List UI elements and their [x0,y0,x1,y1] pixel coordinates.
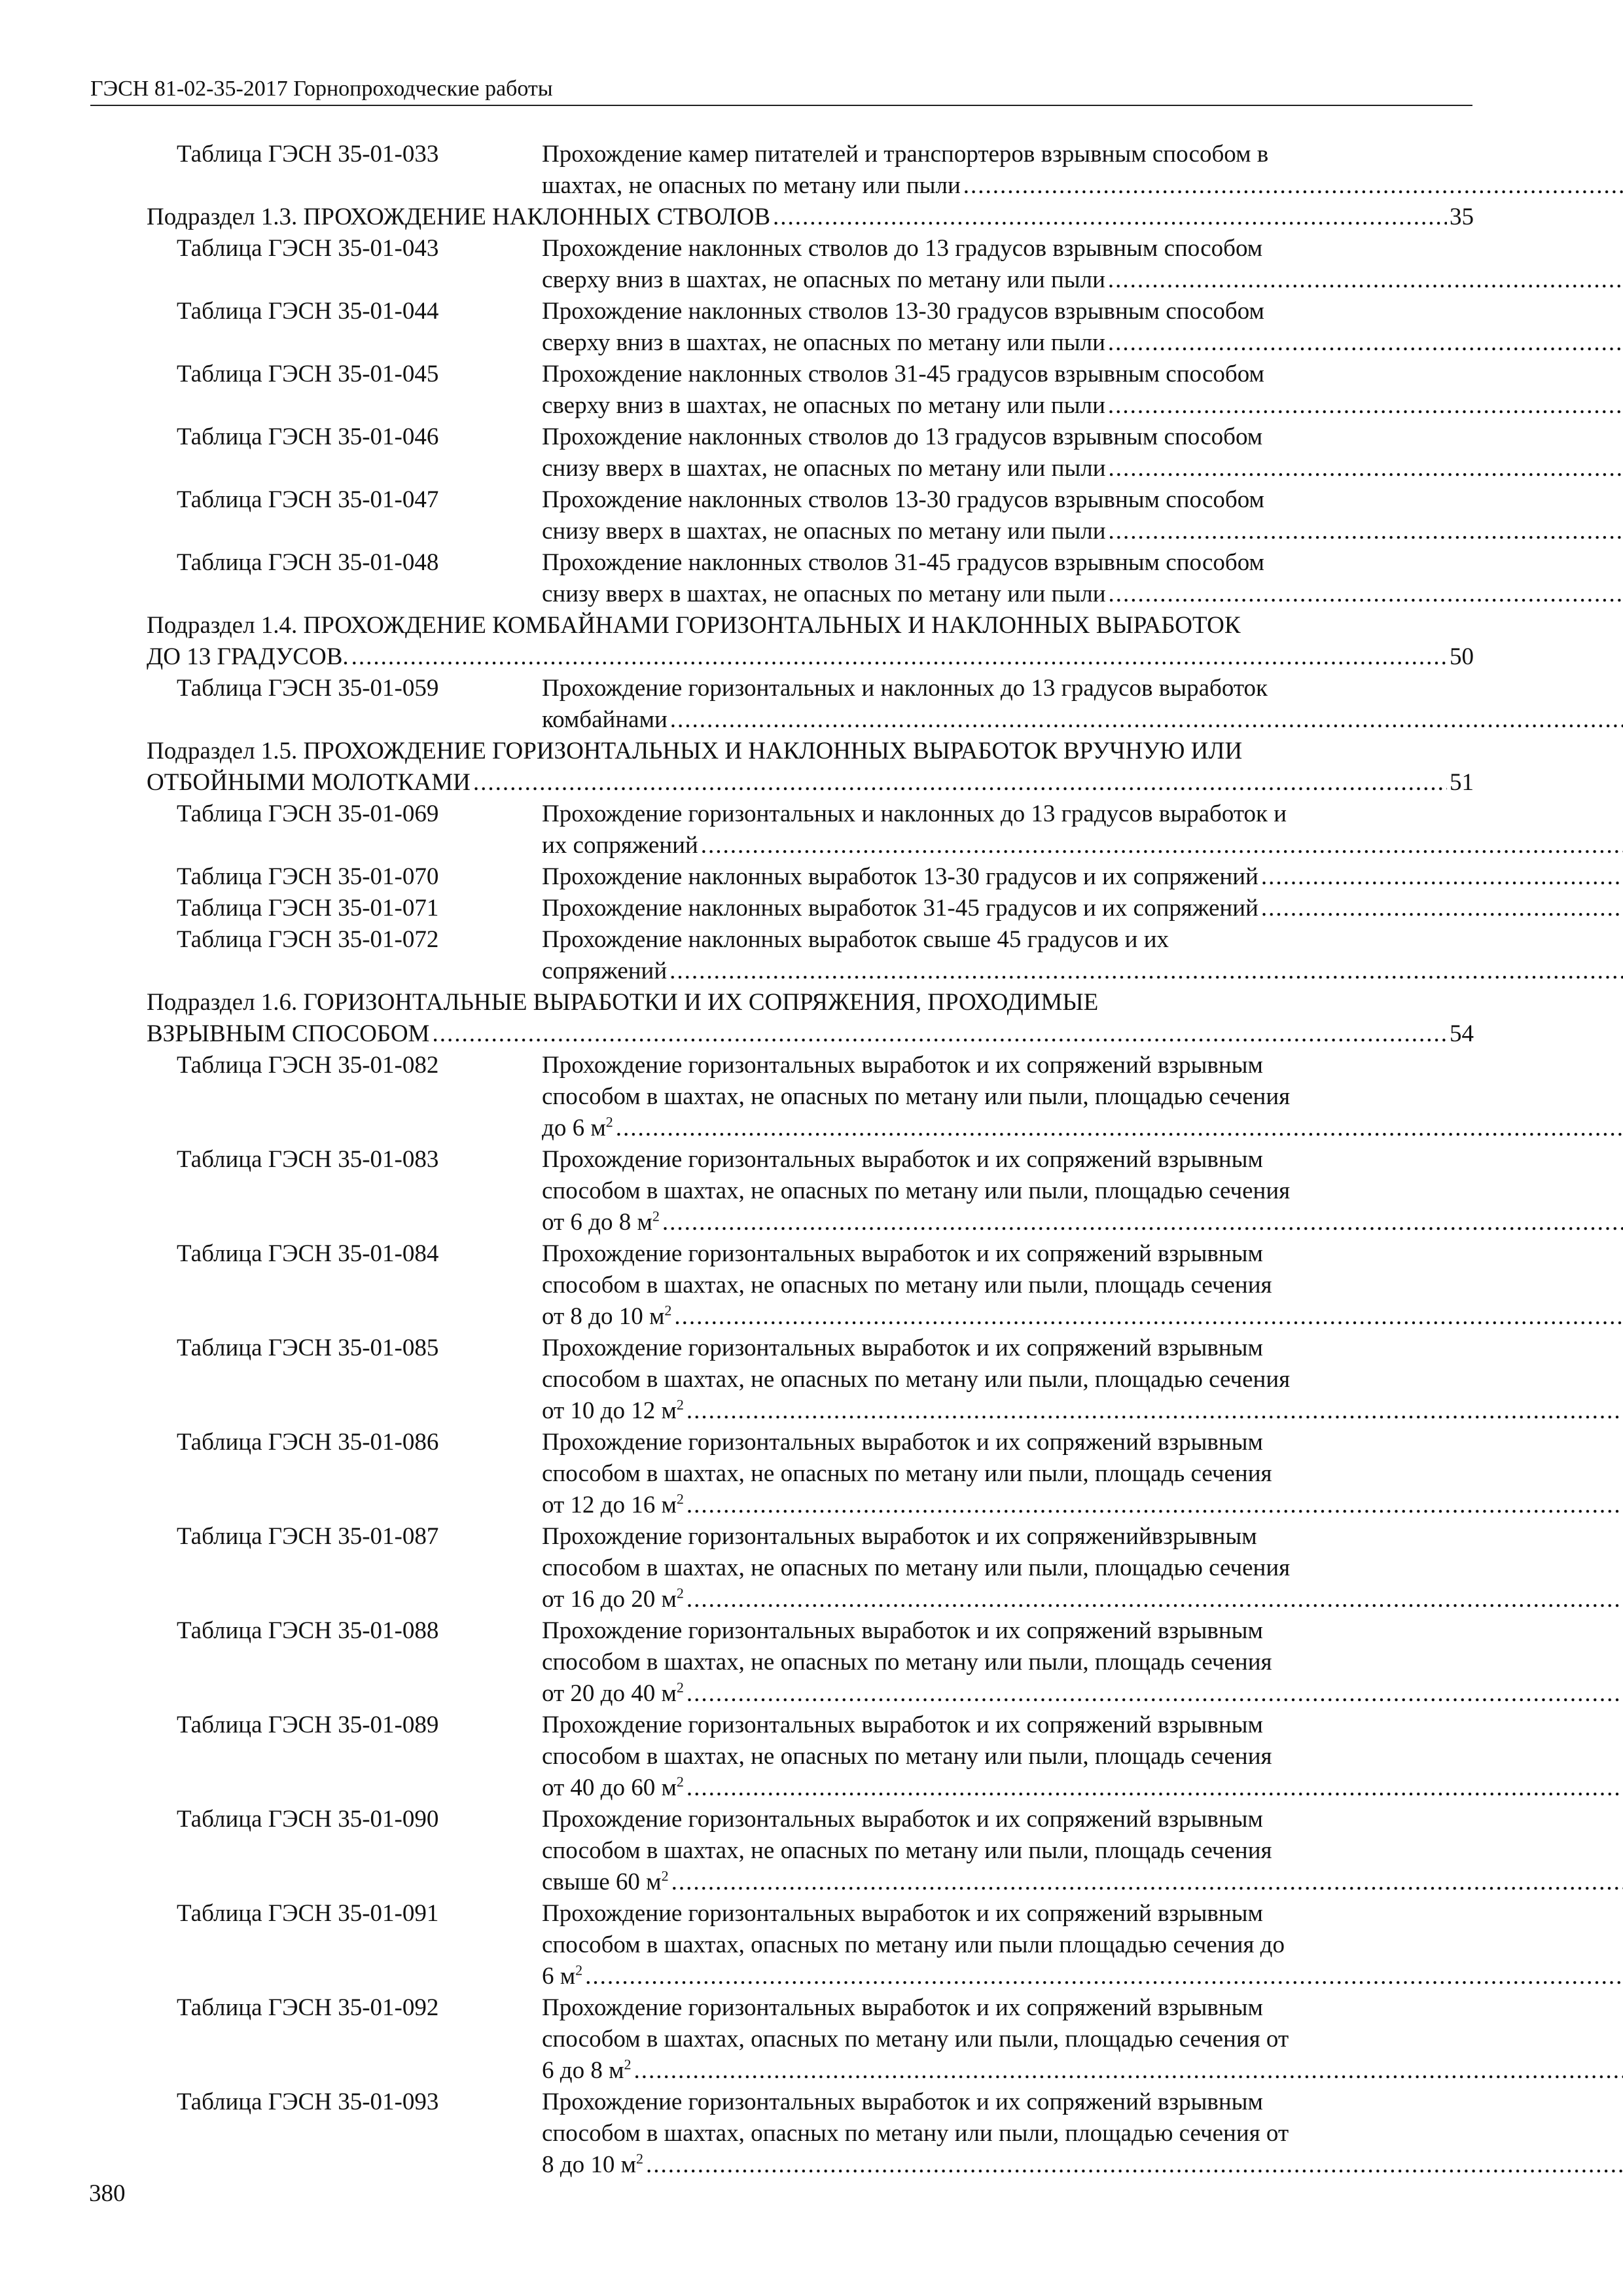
superscript: 2 [605,1113,613,1130]
running-header [90,76,1472,106]
table-description [542,1427,1623,1521]
toc-section [147,610,1474,673]
table-label: Таблица ГЭСН 35-01-047 [177,486,439,513]
table-description [542,422,1623,484]
entry-last-line [542,390,1105,422]
table-label: Таблица ГЭСН 35-01-090 [177,1806,439,1833]
entry-text: 6 м [542,1963,576,1990]
dot-leader [1109,516,1623,547]
entry-last-line [542,1772,684,1804]
table-label: Таблица ГЭСН 35-01-046 [177,423,439,450]
dot-leader [662,1207,1623,1238]
entry-last-line [542,830,698,861]
section-title: Подраздел 1.3. ПРОХОЖДЕНИЕ НАКЛОННЫХ СТВОЛОВ [147,204,771,230]
dot-leader [963,170,1623,202]
table-description [542,1144,1623,1238]
dot-leader [669,956,1623,987]
toc-entry [147,1804,1474,1898]
entry-text: до 6 м [542,1115,606,1141]
dot-leader [616,1113,1623,1144]
entry-page-number: 35 [1450,204,1474,230]
description-line: способом в шахтах, опасных по метану или пыли, площадью сечения от [542,2026,1289,2053]
table-label: Таблица ГЭСН 35-01-059 [177,675,439,702]
entry-last-line [542,1207,660,1238]
entry-last-line [542,861,1258,893]
entry-text: 6 до 8 м [542,2057,624,2084]
superscript: 2 [624,2056,632,2073]
table-description [542,1333,1623,1427]
entry-last-line [542,1490,684,1521]
toc-entry [147,1144,1474,1238]
toc-leader-line [542,1207,1623,1238]
table-label: Таблица ГЭСН 35-01-072 [177,926,439,953]
toc-leader-line [542,1678,1623,1710]
description-line: Прохождение горизонтальных выработок и их сопряжений взрывным [542,2089,1263,2115]
toc-leader-line [542,1395,1623,1427]
superscript: 2 [676,1773,684,1790]
dot-leader [674,1301,1623,1333]
toc-entry [147,359,1474,422]
description-line: Прохождение горизонтальных выработок и их сопряжений взрывным [542,1994,1263,2021]
toc-entry [147,673,1474,736]
entry-page-number: 51 [1450,769,1474,796]
table-label: Таблица ГЭСН 35-01-092 [177,1994,439,2021]
description-line: Прохождение наклонных стволов 13-30 градусов взрывным способом [542,298,1264,325]
entry-text: от 12 до 16 м [542,1492,677,1518]
superscript: 2 [676,1679,684,1696]
dot-leader [585,1961,1623,1992]
entry-last-line [542,704,668,736]
table-description [542,1615,1623,1710]
dot-leader [473,767,1447,798]
table-label: Таблица ГЭСН 35-01-043 [177,235,439,262]
toc-section [147,736,1474,798]
description-line: способом в шахтах, не опасных по метану или пыли, площадь сечения [542,1837,1272,1864]
dot-leader [701,830,1623,861]
table-description [542,924,1623,987]
entry-last-line [542,264,1105,296]
description-line: Прохождение горизонтальных выработок и их сопряжений взрывным [542,1617,1263,1644]
toc-entry [147,139,1474,202]
table-label: Таблица ГЭСН 35-01-088 [177,1617,439,1644]
table-label: Таблица ГЭСН 35-01-085 [177,1335,439,1361]
table-label: Таблица ГЭСН 35-01-045 [177,361,439,387]
dot-leader [1108,390,1623,422]
entry-text: свыше 60 м [542,1869,662,1895]
description-line: способом в шахтах, не опасных по метану или пыли, площадь сечения [542,1649,1272,1676]
entry-text: снизу вверх в шахтах, не опасных по метану или пыли [542,581,1106,607]
table-label: Таблица ГЭСН 35-01-070 [177,863,439,890]
dot-leader [687,1678,1623,1710]
entry-last-line [147,641,349,673]
entry-text: снизу вверх в шахтах, не опасных по метану или пыли [542,455,1106,482]
section-title: Подраздел 1.6. ГОРИЗОНТАЛЬНЫЕ ВЫРАБОТКИ И ИХ СОПРЯЖЕНИЯ, ПРОХОДИМЫЕ [147,989,1099,1016]
toc-leader-line [542,516,1623,547]
toc-leader-line [147,767,1474,798]
table-description [542,547,1623,610]
table-description [542,139,1623,202]
description-line: способом в шахтах, опасных по метану или пыли площадью сечения до [542,1931,1285,1958]
description-line: способом в шахтах, не опасных по метану или пыли, площадь сечения [542,1743,1272,1770]
section-title: Подраздел 1.4. ПРОХОЖДЕНИЕ КОМБАЙНАМИ ГОРИЗОНТАЛЬНЫХ И НАКЛОННЫХ ВЫРАБОТОК [147,612,1241,639]
table-label: Таблица ГЭСН 35-01-091 [177,1900,439,1927]
entry-last-line [542,956,667,987]
table-description [542,1238,1623,1333]
entry-text: ДО 13 ГРАДУСОВ. [147,643,349,670]
entry-text: 8 до 10 м [542,2151,636,2178]
toc-leader-line [542,170,1623,202]
superscript: 2 [676,1490,684,1507]
table-description [542,1521,1623,1615]
dot-leader [646,2149,1623,2181]
toc-leader-line [542,327,1623,359]
entry-text: от 10 до 12 м [542,1397,677,1424]
description-line: способом в шахтах, не опасных по метану или пыли, площадью сечения [542,1366,1291,1393]
toc-leader-line [147,202,1474,233]
entry-text: от 40 до 60 м [542,1774,677,1801]
toc-entry [147,1992,1474,2087]
table-label: Таблица ГЭСН 35-01-048 [177,549,439,576]
table-of-contents [147,139,1474,2181]
toc-leader-line [542,1584,1623,1615]
entry-text: сверху вниз в шахтах, не опасных по метану или пыли [542,392,1105,419]
entry-last-line [542,1584,684,1615]
dot-leader [351,641,1447,673]
superscript: 2 [664,1302,672,1319]
description-line: способом в шахтах, не опасных по метану или пыли, площадь сечения [542,1460,1272,1487]
toc-section [147,987,1474,1050]
table-description [542,798,1623,861]
table-description [542,1992,1623,2087]
description-line: Прохождение горизонтальных выработок и их сопряжений взрывным [542,1429,1263,1456]
table-description [542,296,1623,359]
entry-text: ВЗРЫВНЫМ СПОСОБОМ [147,1020,430,1047]
table-description [542,673,1623,736]
table-description [542,1804,1623,1898]
toc-leader-line [542,2055,1623,2087]
table-description [542,1050,1623,1144]
toc-entry [147,296,1474,359]
description-line: Прохождение горизонтальных выработок и их сопряжений взрывным [542,1146,1263,1173]
entry-last-line [542,1113,613,1144]
toc-leader-line [542,2149,1623,2181]
dot-leader [1261,893,1623,924]
table-description [542,861,1623,893]
entry-last-line [542,1678,684,1710]
toc-entry [147,893,1474,924]
toc-entry [147,1521,1474,1615]
superscript: 2 [661,1867,669,1884]
entry-last-line [542,893,1258,924]
toc-entry [147,861,1474,893]
entry-text: от 16 до 20 м [542,1586,677,1613]
description-line: Прохождение наклонных стволов 31-45 градусов взрывным способом [542,549,1264,576]
toc-leader-line [542,1961,1623,1992]
dot-leader [1109,579,1623,610]
description-line: Прохождение горизонтальных выработок и их сопряжений взрывным [542,1052,1263,1079]
dot-leader [634,2055,1623,2087]
entry-last-line [542,1301,671,1333]
table-label: Таблица ГЭСН 35-01-083 [177,1146,439,1173]
dot-leader [1108,264,1623,296]
page-number: 380 [89,2180,126,2207]
description-line: Прохождение наклонных выработок свыше 45 градусов и их [542,926,1169,953]
toc-entry [147,547,1474,610]
table-label: Таблица ГЭСН 35-01-069 [177,800,439,827]
toc-leader-line [147,1018,1474,1050]
table-label: Таблица ГЭСН 35-01-086 [177,1429,439,1456]
entry-text: сверху вниз в шахтах, не опасных по метану или пыли [542,329,1105,356]
toc-entry [147,422,1474,484]
description-line: способом в шахтах, не опасных по метану или пыли, площадью сечения [542,1177,1291,1204]
toc-leader-line [542,264,1623,296]
description-line: Прохождение горизонтальных выработок и их сопряжений взрывным [542,1335,1263,1361]
dot-leader [1108,327,1623,359]
entry-last-line [542,2055,632,2087]
entry-last-line [542,170,961,202]
toc-leader-line [542,1301,1623,1333]
entry-page-number: 50 [1450,643,1474,670]
entry-last-line [542,327,1105,359]
toc-leader-line [542,1490,1623,1521]
dot-leader [432,1018,1447,1050]
toc-entry [147,1333,1474,1427]
description-line: Прохождение горизонтальных выработок и их сопряжений взрывным [542,1712,1263,1738]
entry-text: ОТБОЙНЫМИ МОЛОТКАМИ [147,769,471,796]
entry-page-number: 54 [1450,1020,1474,1047]
entry-last-line [147,1018,429,1050]
dot-leader [687,1490,1623,1521]
entry-last-line [542,1867,669,1898]
entry-last-line [542,579,1106,610]
description-line: способом в шахтах, опасных по метану или пыли, площадью сечения от [542,2120,1289,2147]
dot-leader [1109,453,1623,484]
entry-text: Прохождение наклонных выработок 31-45 градусов и их сопряжений [542,895,1258,922]
entry-text: снизу вверх в шахтах, не опасных по метану или пыли [542,518,1106,545]
superscript: 2 [652,1208,660,1225]
entry-last-line [542,1395,684,1427]
table-description [542,233,1623,296]
toc-entry [147,1427,1474,1521]
entry-text: от 6 до 8 м [542,1209,652,1236]
entry-text: сверху вниз в шахтах, не опасных по метану или пыли [542,266,1105,293]
toc-entry [147,2087,1474,2181]
entry-last-line [147,767,471,798]
description-line: Прохождение наклонных стволов до 13 градусов взрывным способом [542,235,1263,262]
description-line: способом в шахтах, не опасных по метану или пыли, площадью сечения [542,1083,1291,1110]
entry-last-line [542,453,1106,484]
entry-last-line [542,2149,643,2181]
toc-leader-line [542,1772,1623,1804]
entry-text: Прохождение наклонных выработок 13-30 градусов и их сопряжений [542,863,1258,890]
toc-entry [147,484,1474,547]
superscript: 2 [676,1585,684,1602]
toc-leader-line [542,893,1623,924]
entry-text: комбайнами [542,706,668,733]
toc-leader-line [542,453,1623,484]
entry-text: от 8 до 10 м [542,1303,665,1330]
dot-leader [670,704,1623,736]
table-label: Таблица ГЭСН 35-01-044 [177,298,439,325]
description-line: Прохождение горизонтальных и наклонных до 13 градусов выработок [542,675,1268,702]
entry-text: сопряжений [542,958,668,984]
toc-leader-line [542,390,1623,422]
section-title: Подраздел 1.5. ПРОХОЖДЕНИЕ ГОРИЗОНТАЛЬНЫХ И НАКЛОННЫХ ВЫРАБОТОК ВРУЧНУЮ ИЛИ [147,738,1243,764]
header-title: ГЭСН 81-02-35-2017 Горнопроходческие работы [90,77,553,101]
dot-leader [1261,861,1623,893]
toc-leader-line [542,704,1623,736]
entry-text: от 20 до 40 м [542,1680,677,1707]
toc-entry [147,924,1474,987]
table-description [542,2087,1623,2181]
table-description [542,359,1623,422]
dot-leader [687,1395,1623,1427]
toc-leader-line [542,830,1623,861]
entry-last-line [542,516,1106,547]
entry-last-line [542,1961,582,1992]
entry-text: шахтах, не опасных по метану или пыли [542,172,961,199]
table-description [542,1898,1623,1992]
superscript: 2 [676,1396,684,1413]
table-description [542,1710,1623,1804]
table-label: Таблица ГЭСН 35-01-089 [177,1712,439,1738]
dot-leader [671,1867,1623,1898]
toc-leader-line [542,1867,1623,1898]
toc-entry [147,1898,1474,1992]
description-line: Прохождение наклонных стволов 31-45 градусов взрывным способом [542,361,1264,387]
table-description [542,484,1623,547]
dot-leader [773,202,1447,233]
toc-leader-line [542,1113,1623,1144]
toc-entry [147,1238,1474,1333]
toc-leader-line [542,579,1623,610]
table-label: Таблица ГЭСН 35-01-071 [177,895,439,922]
toc-entry [147,1615,1474,1710]
table-label: Таблица ГЭСН 35-01-082 [177,1052,439,1079]
table-label: Таблица ГЭСН 35-01-087 [177,1523,439,1550]
toc-entry [147,798,1474,861]
dot-leader [687,1772,1623,1804]
description-line: Прохождение горизонтальных выработок и их сопряжений взрывным [542,1900,1263,1927]
dot-leader [687,1584,1623,1615]
description-line: Прохождение горизонтальных выработок и их сопряжений взрывным [542,1806,1263,1833]
entry-text: их сопряжений [542,832,698,859]
description-line: способом в шахтах, не опасных по метану или пыли, площадью сечения [542,1554,1291,1581]
description-line: Прохождение горизонтальных и наклонных до 13 градусов выработок и [542,800,1287,827]
toc-leader-line [542,956,1623,987]
toc-entry [147,1050,1474,1144]
table-label: Таблица ГЭСН 35-01-084 [177,1240,439,1267]
toc-section [147,202,1474,233]
toc-leader-line [147,641,1474,673]
table-label: Таблица ГЭСН 35-01-093 [177,2089,439,2115]
description-line: Прохождение горизонтальных выработок и их сопряженийвзрывным [542,1523,1257,1550]
toc-entry [147,1710,1474,1804]
superscript: 2 [575,1962,583,1979]
description-line: Прохождение камер питателей и транспортеров взрывным способом в [542,141,1269,168]
toc-entry [147,233,1474,296]
toc-leader-line [542,861,1623,893]
table-description [542,893,1623,924]
description-line: способом в шахтах, не опасных по метану или пыли, площадь сечения [542,1272,1272,1299]
description-line: Прохождение горизонтальных выработок и их сопряжений взрывным [542,1240,1263,1267]
superscript: 2 [636,2150,643,2167]
description-line: Прохождение наклонных стволов 13-30 градусов взрывным способом [542,486,1264,513]
table-label: Таблица ГЭСН 35-01-033 [177,141,439,168]
description-line: Прохождение наклонных стволов до 13 градусов взрывным способом [542,423,1263,450]
